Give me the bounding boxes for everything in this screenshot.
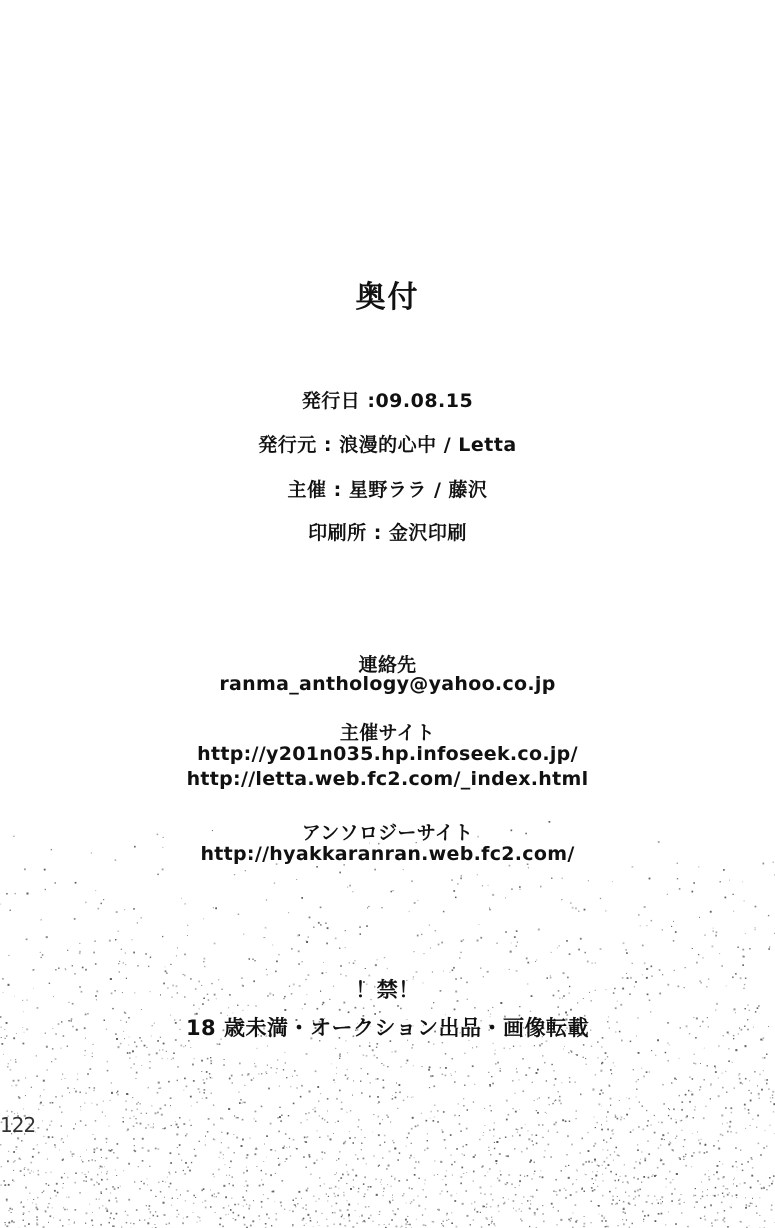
contact-email: ranma_anthology@yahoo.co.jp — [219, 673, 556, 695]
publisher: 発行元 : 浪漫的心中 / Letta — [258, 434, 517, 456]
printer: 印刷所 : 金沢印刷 — [308, 522, 467, 544]
host-sites-heading: 主催サイト — [339, 722, 436, 744]
host-site-url-2: http://letta.web.fc2.com/_index.html — [186, 768, 589, 790]
publish-date: 発行日 :09.08.15 — [301, 390, 474, 412]
anthology-site-url: http://hyakkaranran.web.fc2.com/ — [200, 843, 575, 865]
colophon-title: 奥付 — [355, 280, 420, 315]
host-site-url-1: http://y201n035.hp.infoseek.co.jp/ — [197, 743, 578, 765]
anthology-site-heading: アンソロジーサイト — [301, 822, 474, 844]
contact-heading: 連絡先 — [358, 654, 417, 676]
notice-heading: ！禁！ — [355, 978, 420, 1002]
organizers: 主催 : 星野ララ / 藤沢 — [287, 479, 488, 501]
notice-text: 18 歳未満・オークション出品・画像転載 — [185, 1016, 590, 1040]
page-number: 122 — [0, 1113, 36, 1137]
